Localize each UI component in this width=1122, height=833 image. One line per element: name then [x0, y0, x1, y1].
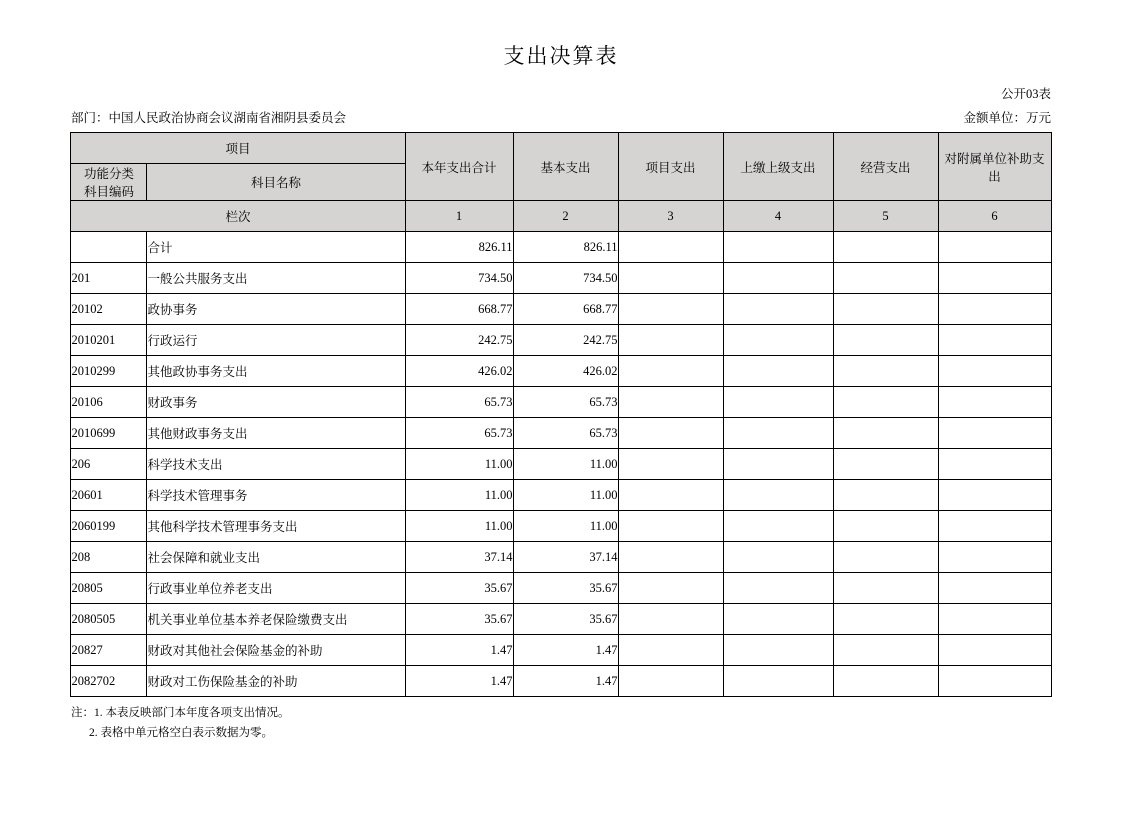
cell-upper-level — [723, 666, 833, 697]
cell-total: 11.00 — [405, 480, 513, 511]
cell-basic: 734.50 — [513, 263, 618, 294]
cell-project — [618, 294, 723, 325]
cell-subject-name: 行政事业单位养老支出 — [147, 573, 405, 604]
cell-subject-name: 科学技术管理事务 — [147, 480, 405, 511]
table-row — [71, 480, 1051, 511]
cell-total: 65.73 — [405, 418, 513, 449]
cell-business — [833, 418, 938, 449]
cell-business — [833, 356, 938, 387]
cell-total: 826.11 — [405, 232, 513, 263]
cell-business — [833, 604, 938, 635]
cell-total: 35.67 — [405, 604, 513, 635]
table-row — [71, 232, 1051, 263]
column-number-5: 5 — [833, 201, 938, 232]
header-function-code — [71, 164, 147, 201]
cell-project — [618, 356, 723, 387]
cell-subject-name: 其他政协事务支出 — [147, 356, 405, 387]
header-business: 经营支出 — [833, 133, 938, 201]
table-row — [71, 387, 1051, 418]
cell-upper-level — [723, 604, 833, 635]
cell-business — [833, 542, 938, 573]
table-header-group-row — [71, 133, 1051, 164]
cell-basic: 11.00 — [513, 449, 618, 480]
cell-function-code: 2010699 — [71, 418, 147, 449]
cell-project — [618, 387, 723, 418]
cell-project — [618, 511, 723, 542]
cell-business — [833, 573, 938, 604]
sheet-number: 公开03表 — [1000, 87, 1051, 101]
cell-project — [618, 480, 723, 511]
cell-function-code — [71, 232, 147, 263]
cell-subject-name: 财政对其他社会保险基金的补助 — [147, 635, 405, 666]
header-project-expenditure: 项目支出 — [618, 133, 723, 201]
cell-total: 426.02 — [405, 356, 513, 387]
cell-subsidiary — [938, 294, 1051, 325]
cell-function-code: 2082702 — [71, 666, 147, 697]
table-row — [71, 666, 1051, 697]
cell-project — [618, 263, 723, 294]
cell-basic: 242.75 — [513, 325, 618, 356]
cell-business — [833, 387, 938, 418]
table-row — [71, 356, 1051, 387]
table-body — [71, 232, 1051, 697]
table-notes — [71, 703, 1051, 743]
cell-subject-name: 科学技术支出 — [147, 449, 405, 480]
cell-upper-level — [723, 356, 833, 387]
cell-business — [833, 480, 938, 511]
cell-upper-level — [723, 263, 833, 294]
column-row-label: 栏次 — [71, 201, 405, 232]
table-row — [71, 573, 1051, 604]
cell-subsidiary — [938, 542, 1051, 573]
cell-subsidiary — [938, 635, 1051, 666]
cell-project — [618, 232, 723, 263]
cell-basic: 35.67 — [513, 573, 618, 604]
cell-business — [833, 511, 938, 542]
cell-upper-level — [723, 232, 833, 263]
cell-basic: 35.67 — [513, 604, 618, 635]
cell-subsidiary — [938, 356, 1051, 387]
cell-function-code: 2010201 — [71, 325, 147, 356]
expenditure-table — [70, 132, 1051, 697]
cell-function-code: 2060199 — [71, 511, 147, 542]
cell-function-code: 20102 — [71, 294, 147, 325]
cell-subject-name: 财政对工伤保险基金的补助 — [147, 666, 405, 697]
cell-total: 35.67 — [405, 573, 513, 604]
column-number-2: 2 — [513, 201, 618, 232]
note-line-2: 2. 表格中单元格空白表示数据为零。 — [89, 727, 273, 740]
cell-subsidiary — [938, 232, 1051, 263]
cell-subsidiary — [938, 666, 1051, 697]
cell-basic: 11.00 — [513, 511, 618, 542]
note-line-1: 注：1. 本表反映部门本年度各项支出情况。 — [71, 707, 290, 719]
cell-subsidiary — [938, 573, 1051, 604]
table-row — [71, 511, 1051, 542]
table-row — [71, 635, 1051, 666]
cell-upper-level — [723, 511, 833, 542]
header-upper-level: 上缴上级支出 — [723, 133, 833, 201]
header-total: 本年支出合计 — [405, 133, 513, 201]
column-number-4: 4 — [723, 201, 833, 232]
table-row — [71, 294, 1051, 325]
cell-function-code: 20106 — [71, 387, 147, 418]
cell-basic: 426.02 — [513, 356, 618, 387]
cell-subsidiary — [938, 325, 1051, 356]
table-column-number-row — [71, 201, 1051, 232]
cell-business — [833, 232, 938, 263]
header-function-code-line1: 功能分类 — [83, 167, 134, 181]
cell-subsidiary — [938, 263, 1051, 294]
cell-subject-name: 合计 — [147, 232, 405, 263]
cell-total: 11.00 — [405, 511, 513, 542]
page-title: 支出决算表 — [503, 44, 619, 68]
department-label: 部门：中国人民政治协商会议湖南省湘阴县委员会 — [71, 111, 347, 125]
cell-function-code: 20827 — [71, 635, 147, 666]
cell-subject-name: 行政运行 — [147, 325, 405, 356]
cell-business — [833, 666, 938, 697]
table-row — [71, 325, 1051, 356]
column-number-6: 6 — [938, 201, 1051, 232]
table-row — [71, 449, 1051, 480]
cell-project — [618, 635, 723, 666]
table-row — [71, 263, 1051, 294]
cell-subject-name: 财政事务 — [147, 387, 405, 418]
cell-subsidiary — [938, 604, 1051, 635]
cell-subject-name: 其他科学技术管理事务支出 — [147, 511, 405, 542]
table-row — [71, 542, 1051, 573]
cell-subject-name: 政协事务 — [147, 294, 405, 325]
cell-total: 37.14 — [405, 542, 513, 573]
cell-business — [833, 449, 938, 480]
cell-basic: 11.00 — [513, 480, 618, 511]
cell-total: 734.50 — [405, 263, 513, 294]
cell-basic: 826.11 — [513, 232, 618, 263]
cell-function-code: 208 — [71, 542, 147, 573]
cell-upper-level — [723, 573, 833, 604]
cell-subject-name: 其他财政事务支出 — [147, 418, 405, 449]
cell-subsidiary — [938, 387, 1051, 418]
cell-function-code: 201 — [71, 263, 147, 294]
cell-basic: 65.73 — [513, 418, 618, 449]
header-group-project: 项目 — [71, 133, 405, 164]
table-row — [71, 604, 1051, 635]
cell-function-code: 2010299 — [71, 356, 147, 387]
cell-function-code: 206 — [71, 449, 147, 480]
cell-basic: 1.47 — [513, 666, 618, 697]
cell-project — [618, 542, 723, 573]
cell-total: 11.00 — [405, 449, 513, 480]
cell-business — [833, 635, 938, 666]
cell-function-code: 20805 — [71, 573, 147, 604]
cell-business — [833, 325, 938, 356]
cell-subject-name: 一般公共服务支出 — [147, 263, 405, 294]
sheet-number-row — [71, 84, 1051, 102]
cell-basic: 668.77 — [513, 294, 618, 325]
cell-subject-name: 社会保障和就业支出 — [147, 542, 405, 573]
header-subject-name: 科目名称 — [147, 164, 405, 201]
cell-upper-level — [723, 542, 833, 573]
cell-total: 242.75 — [405, 325, 513, 356]
cell-project — [618, 325, 723, 356]
column-number-3: 3 — [618, 201, 723, 232]
cell-total: 1.47 — [405, 666, 513, 697]
cell-subsidiary — [938, 480, 1051, 511]
header-function-code-line2: 科目编码 — [83, 185, 134, 199]
cell-total: 1.47 — [405, 635, 513, 666]
cell-upper-level — [723, 418, 833, 449]
cell-project — [618, 666, 723, 697]
cell-upper-level — [723, 635, 833, 666]
cell-basic: 37.14 — [513, 542, 618, 573]
cell-subsidiary — [938, 449, 1051, 480]
cell-project — [618, 573, 723, 604]
table-row — [71, 418, 1051, 449]
cell-project — [618, 449, 723, 480]
page — [0, 40, 1122, 833]
cell-subject-name: 机关事业单位基本养老保险缴费支出 — [147, 604, 405, 635]
cell-upper-level — [723, 449, 833, 480]
column-number-1: 1 — [405, 201, 513, 232]
cell-basic: 1.47 — [513, 635, 618, 666]
cell-subsidiary — [938, 511, 1051, 542]
cell-total: 668.77 — [405, 294, 513, 325]
cell-basic: 65.73 — [513, 387, 618, 418]
meta-row — [71, 108, 1051, 126]
cell-function-code: 2080505 — [71, 604, 147, 635]
cell-project — [618, 604, 723, 635]
header-basic: 基本支出 — [513, 133, 618, 201]
cell-subsidiary — [938, 418, 1051, 449]
amount-unit-label: 金额单位：万元 — [963, 111, 1051, 125]
header-subsidiary: 对附属单位补助支出 — [938, 133, 1051, 201]
cell-upper-level — [723, 387, 833, 418]
cell-upper-level — [723, 480, 833, 511]
cell-upper-level — [723, 294, 833, 325]
cell-business — [833, 263, 938, 294]
cell-function-code: 20601 — [71, 480, 147, 511]
cell-total: 65.73 — [405, 387, 513, 418]
cell-upper-level — [723, 325, 833, 356]
cell-project — [618, 418, 723, 449]
cell-business — [833, 294, 938, 325]
